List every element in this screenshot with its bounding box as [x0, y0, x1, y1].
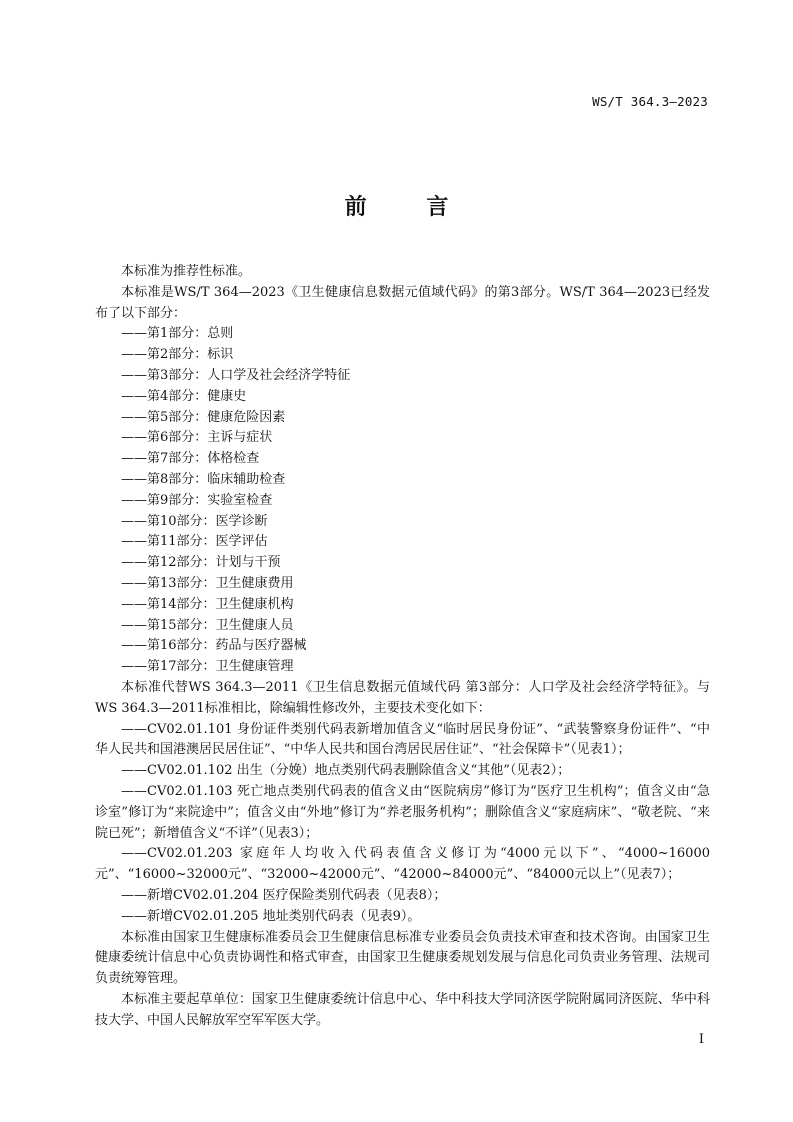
- part-item: ——第1部分：总则: [121, 326, 234, 342]
- replacement-paragraph: 本标准代替WS 364.3—2011《卫生信息数据元值域代码 第3部分：人口学及社会经济学特征》。与WS 364.3—2011标准相比，除编辑性修改外，主要技术变化如下：: [95, 679, 710, 716]
- series-paragraph: 本标准是WS/T 364—2023《卫生健康信息数据元值域代码》的第3部分。WS/T 364—2023已经发布了以下部分：: [95, 284, 710, 321]
- part-item: ——第5部分：健康危险因素: [121, 409, 286, 425]
- change-item: ——CV02.01.203 家庭年人均收入代码表值含义修订为“4000元以下”、“4000~16000元”、“16000~32000元”、“32000~42000元”、“42000~84000元”、“84000元以上”（见表7）；: [95, 846, 710, 883]
- change-item: ——CV02.01.101 身份证件类别代码表新增加值含义“临时居民身份证”、“武装警察身份证件”、“中华人民共和国港澳居民居住证”、“中华人民共和国台湾居民居住证”、“社会保障卡”（见表1）；: [95, 721, 711, 758]
- foreword-body: [95, 262, 710, 1031]
- part-item: ——第3部分：人口学及社会经济学特征: [121, 367, 351, 383]
- part-item: ——第2部分：标识: [121, 347, 234, 363]
- standard-code-header: WS/T 364.3—2023: [592, 94, 708, 109]
- part-item: ——第9部分：实验室检查: [121, 492, 273, 508]
- part-item: ——第4部分：健康史: [121, 388, 247, 404]
- change-item: ——新增CV02.01.204 医疗保险类别代码表（见表8）；: [121, 887, 447, 903]
- part-item: ——第13部分：卫生健康费用: [121, 575, 294, 591]
- part-item: ——第7部分：体格检查: [121, 451, 260, 467]
- part-item: ——第16部分：药品与医疗器械: [121, 638, 307, 654]
- part-item: ——第12部分：计划与干预: [121, 555, 281, 571]
- parts-list: [95, 324, 710, 678]
- part-item: ——第10部分：医学诊断: [121, 513, 268, 529]
- drafting-units-paragraph: 本标准主要起草单位：国家卫生健康委统计信息中心、华中科技大学同济医学院附属同济医院、华中科技大学、中国人民解放军空军军医大学。: [95, 991, 710, 1028]
- part-item: ——第15部分：卫生健康人员: [121, 617, 294, 633]
- changes-list: [95, 720, 710, 928]
- change-item: ——新增CV02.01.205 地址类别代码表（见表9）。: [121, 908, 421, 924]
- part-item: ——第8部分：临床辅助检查: [121, 471, 286, 487]
- page-title: 前 言: [344, 195, 475, 220]
- part-item: ——第11部分：医学评估: [121, 534, 268, 550]
- change-item: ——CV02.01.103 死亡地点类别代码表的值含义由“医院病房”修订为“医疗卫生机构”；值含义由“急诊室”修订为“来院途中”；值含义由“外地”修订为“养老服务机构”；删除值含义“家庭病床”、“敬老院、“来院已死”；新增值含义“不详”（见表3）；: [95, 783, 710, 841]
- intro-paragraph: 本标准为推荐性标准。: [121, 264, 252, 279]
- part-item: ——第6部分：主诉与症状: [121, 430, 273, 446]
- page-number: I: [698, 1032, 704, 1047]
- part-item: ——第17部分：卫生健康管理: [121, 659, 294, 675]
- change-item: ——CV02.01.102 出生（分娩）地点类别代码表删除值含义“其他”（见表2）；: [121, 763, 571, 779]
- part-item: ——第14部分：卫生健康机构: [121, 596, 294, 612]
- responsibility-paragraph: 本标准由国家卫生健康标准委员会卫生健康信息标准专业委员会负责技术审查和技术咨询。由国家卫生健康委统计信息中心负责协调性和格式审查，由国家卫生健康委规划发展与信息化司负责业务管理、法规司负责统筹管理。: [95, 929, 710, 987]
